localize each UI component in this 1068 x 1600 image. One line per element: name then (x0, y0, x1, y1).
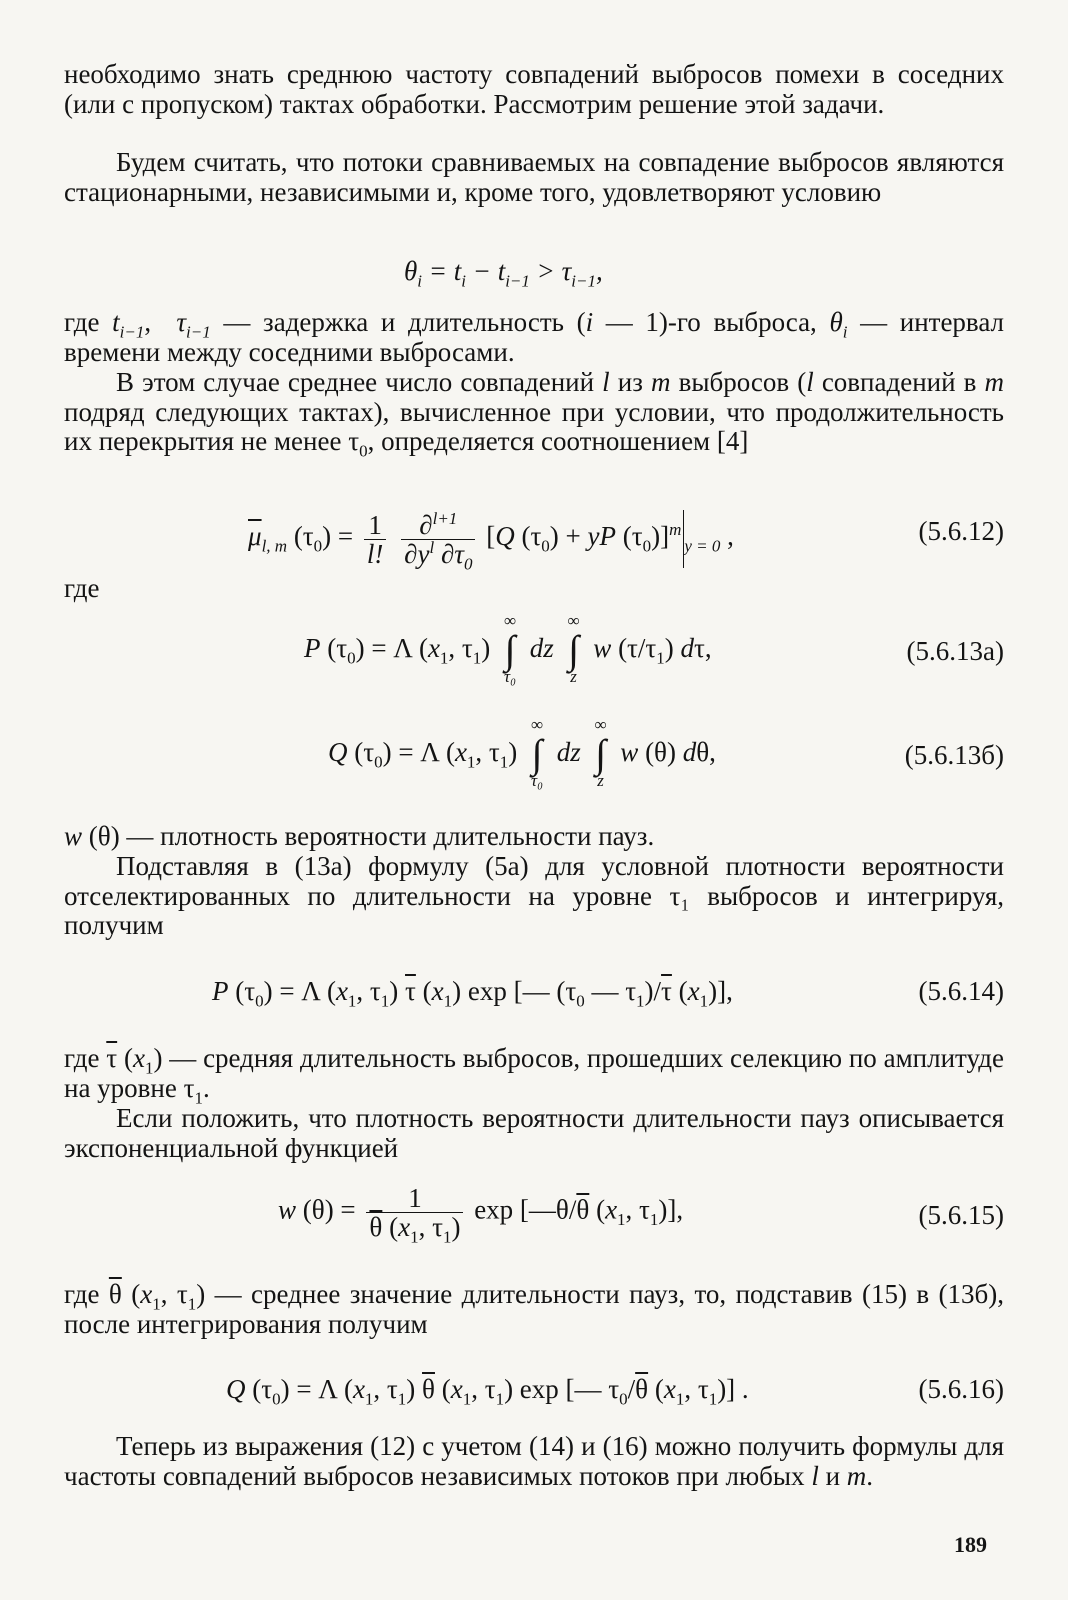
equation-5-6-13a (0, 610, 1068, 700)
paragraph-8: где $\overline{\tau}$ $(x_1)$ — средняя длительность выбросов, прошедших селекцию по амплитуде на уровне $\tau_1$. (64, 1043, 1004, 1107)
paragraph-5 (64, 574, 1004, 604)
eq-15-body: w (θ) = $\frac{1}{\overline{\theta} (x_1, \tau_1)}$ $\exp [—\theta/\overline{\theta}$ ($x_1$, $\tau_1$)], (278, 1183, 684, 1247)
p1-text: необходимо знать среднюю частоту совпадений выбросов помехи в соседних (или с пропуском) тактах обработки. Рассмотрим решение этой задачи. (64, 59, 1004, 119)
eq-14-body: P $(\tau_0) = \Lambda$ ($x_1$, $\tau_1$) $\overline{\tau}$ $(x_1)$ exp [— ($\tau_0$ — $\tau_1)/\overline{\tau}$ $(x_1)$], (212, 976, 733, 1011)
eq-12-number: (5.6.12) (918, 516, 1004, 546)
p2-text: Будем считать, что потоки сравниваемых на совпадение выбросов являются стационарными, независимыми и, кроме того, удовлетворяют условию (64, 147, 1004, 207)
eq-13a-number: (5.6.13а) (906, 636, 1004, 666)
page-number: 189 (954, 1532, 987, 1557)
paragraph-9 (64, 1104, 1004, 1163)
paragraph-2 (64, 148, 1004, 207)
paragraph-6: w (θ) — плотность вероятности длительности пауз. (64, 821, 655, 851)
eq-14-number: (5.6.14) (918, 976, 1004, 1006)
paragraph-3: где $t_{i-1}$, $\tau_{i-1}$ — задержка и длительность (i — 1)-го выброса, $\theta_i$ — интервал времени между соседними выбросами. (64, 307, 1005, 367)
eq-12-body: $\overline{\mu}_{l, m}$ $(\tau_0)$ = $\frac{1}{l!}$ $\frac{\partial^{l+1}}{\partial y^l \partial\tau_0}$ [Q $(\tau_0)$ + yP $(\tau_0)]^m_{y = 0}$ , (248, 508, 734, 573)
paragraph-11: Теперь из выражения (12) с учетом (14) и (16) можно получить формулы для частоты совпадений выбросов независимых потоков при любых l и m. (64, 1431, 1004, 1491)
p5-text: где (64, 573, 100, 603)
equation-5-6-16 (0, 1368, 1068, 1418)
equation-5-6-15 (0, 1180, 1068, 1250)
eq-16-body: Q $(\tau_0) = \Lambda$ ($x_1$, $\tau_1$) $\overline{\theta}$ ($x_1$, $\tau_1$) exp [— $\tau_0/\overline{\theta}$ ($x_1$, $\tau_1$)] . (226, 1374, 749, 1409)
eq-13b-body: Q $(\tau_0) = \Lambda$ ($x_1$, $\tau_1$) ∞ ∫ τ₀ dz ∞ ∫ z w (θ) dθ, (328, 715, 716, 790)
paragraph-10: где $\overline{\theta}$ ($x_1$, $\tau_1$) — среднее значение длительности пауз, то, подставив (15) в (13б), после интегрирования получим (64, 1279, 1004, 1339)
eq-13b-number: (5.6.13б) (904, 740, 1004, 770)
paragraph-7 (64, 852, 1004, 941)
paragraph-1 (64, 60, 1004, 119)
paragraph-4: В этом случае среднее число совпадений l из m выбросов (l совпадений в m подряд следующих тактах), вычисленное при условии, что продолжительность их перекрытия не менее $\tau_0$, определяется соотношением [4] (64, 367, 1004, 461)
eq-15-number: (5.6.15) (918, 1200, 1004, 1230)
eq-13a-body: P $(\tau_0) = \Lambda$ ($x_1$, $\tau_1$) ∞ ∫ τ₀ dz ∞ ∫ z w $(\tau/\tau_1)$ dτ, (304, 611, 712, 686)
p9-text: Если положить, что плотность вероятности длительности пауз описывается экспоненциальной функцией (64, 1103, 1004, 1163)
condition-formula: $\theta_i = t_i - t_{i-1} > \tau_{i-1}$, (404, 256, 603, 291)
equation-5-6-14 (0, 970, 1068, 1020)
eq-16-number: (5.6.16) (918, 1374, 1004, 1404)
equation-5-6-13b (0, 712, 1068, 802)
p7-text: Подставляя в (13а) формулу (5а) для условной плотности вероятности отселектированных по длительности на уровне τ₁ выбросов и интегрируя, получим (64, 851, 1004, 940)
